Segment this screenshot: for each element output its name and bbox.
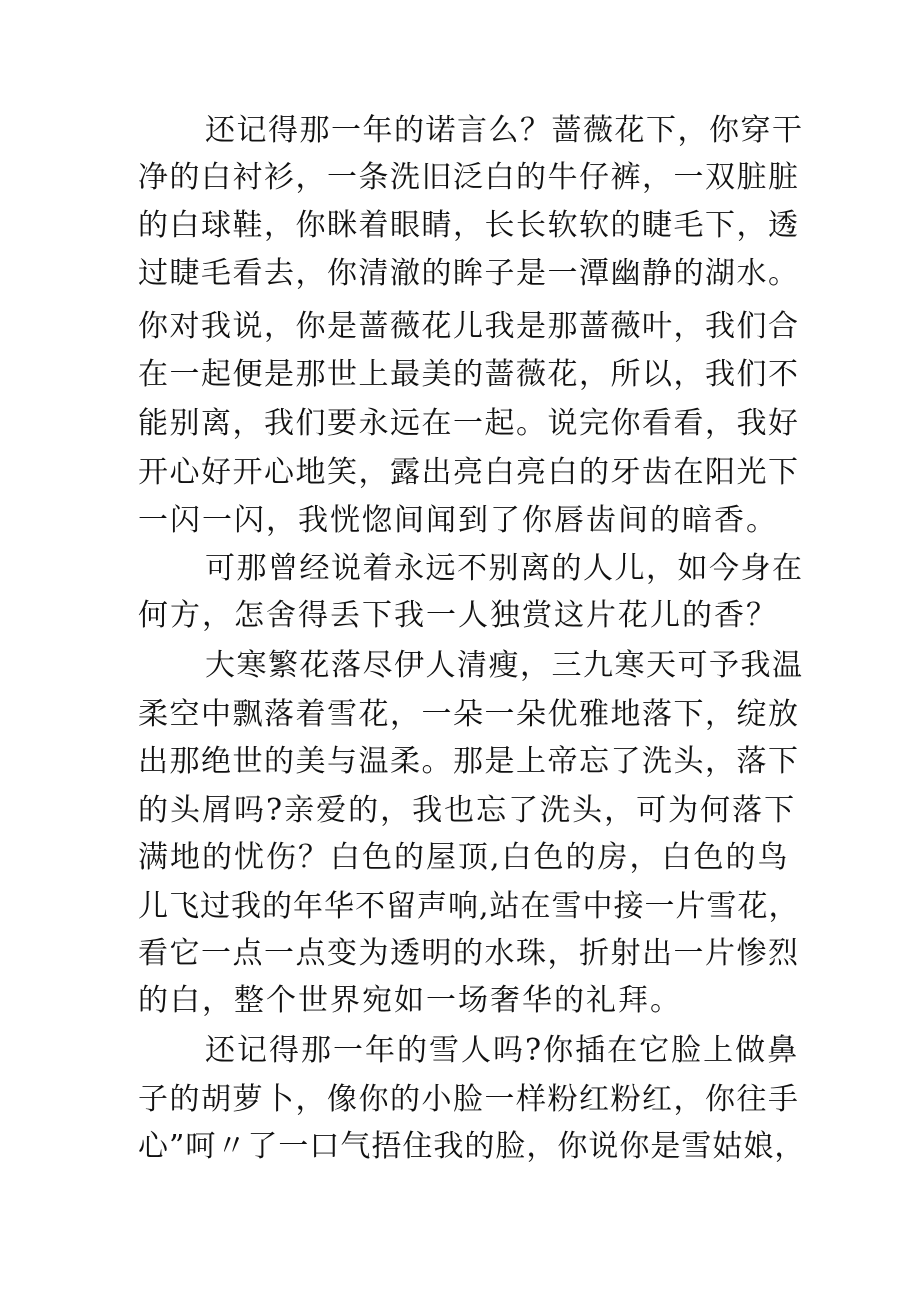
text-line-15: 的头屑吗?亲爱的，我也忘了洗头，可为何落下 (138, 793, 797, 828)
text-line-12: 大寒繁花落尽伊人清瘦，三九寒天可予我温 (205, 648, 804, 683)
text-line-2: 净的白衬衫，一条洗旧泛白的牛仔裤，一双脏脏 (138, 160, 800, 195)
text-line-8: 开心好开心地笑，露出亮白亮白的牙齿在阳光下 (138, 455, 800, 490)
text-line-6: 在一起便是那世上最美的蔷薇花，所以，我们不 (138, 357, 800, 392)
text-line-1: 还记得那一年的诺言么？蔷薇花下，你穿干 (205, 113, 804, 148)
text-line-14: 出那绝世的美与温柔。那是上帝忘了洗头，落下 (138, 744, 800, 779)
text-line-3: 的白球鞋，你眯着眼睛，长长软软的睫毛下，透 (138, 208, 800, 243)
text-line-5: 你对我说，你是蔷薇花儿我是那蔷薇叶，我们合 (138, 309, 800, 344)
text-line-13: 柔空中飘落着雪花，一朵一朵优雅地落下，绽放 (138, 697, 800, 732)
text-line-16: 满地的忧伤？白色的屋顶,白色的房，白色的鸟 (138, 840, 790, 875)
text-line-4: 过睫毛看去，你清澈的眸子是一潭幽静的湖水。 (138, 256, 800, 291)
text-line-18: 看它一点一点变为透明的水珠，折射出一片惨烈 (138, 936, 800, 971)
text-line-19: 的白，整个世界宛如一场奢华的礼拜。 (138, 983, 682, 1018)
text-line-21: 子的胡萝卜，像你的小脸一样粉红粉红，你往手 (138, 1082, 800, 1117)
text-line-11: 何方，怎舍得丢下我一人独赏这片花儿的香？ (138, 598, 778, 633)
text-line-9: 一闪一闪，我恍惚间闻到了你唇齿间的暗香。 (138, 503, 778, 538)
text-line-17: 儿飞过我的年华不留声响,站在雪中接一片雪花， (138, 889, 800, 924)
text-line-7: 能别离，我们要永远在一起。说完你看看，我好 (138, 406, 800, 441)
text-line-20: 还记得那一年的雪人吗?你插在它脸上做鼻 (205, 1033, 800, 1068)
text-line-22: 心”呵〃了一口气捂住我的脸，你说你是雪姑娘， (138, 1129, 806, 1164)
text-line-10: 可那曾经说着永远不别离的人儿，如今身在 (205, 551, 804, 586)
